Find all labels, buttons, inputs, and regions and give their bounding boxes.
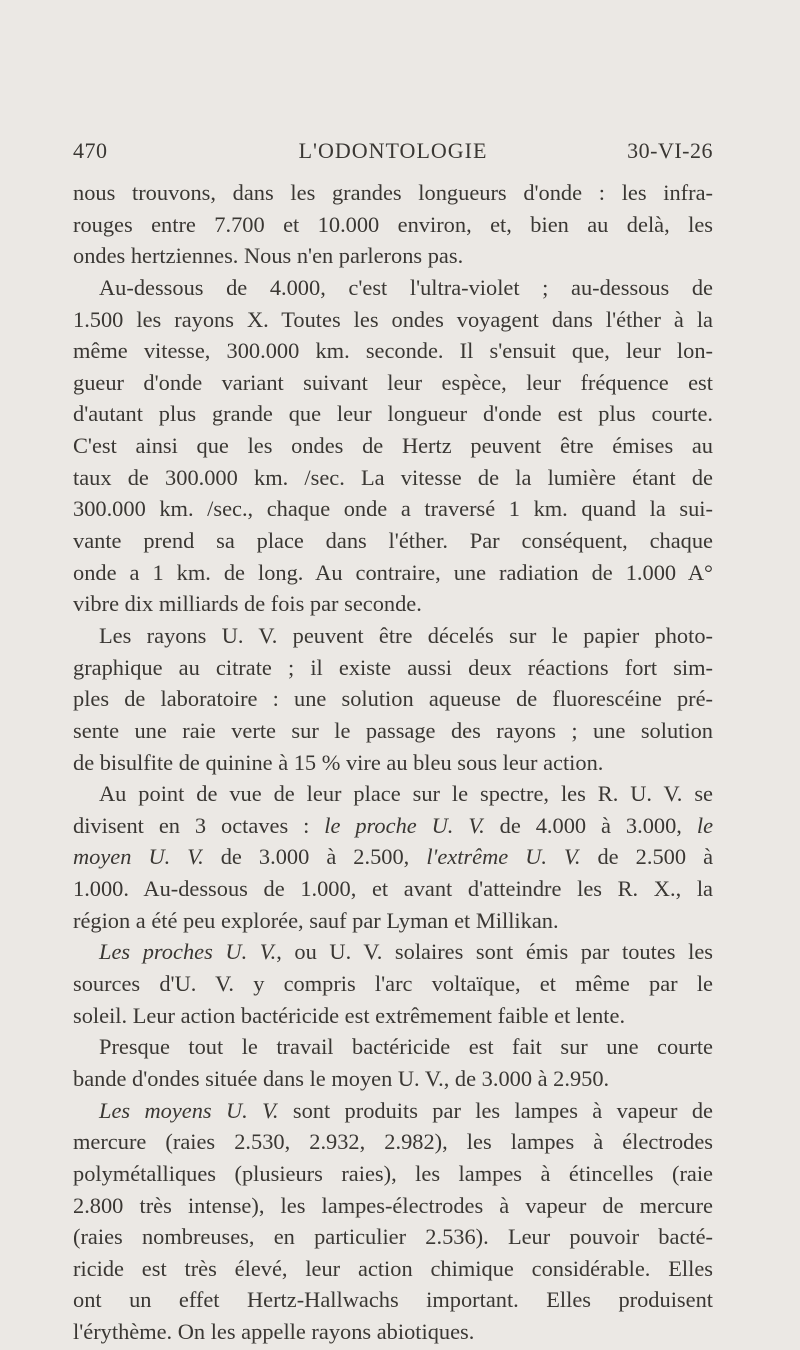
- text-line: ples de laboratoire : une solution aqueuse de fluorescéine pré-: [73, 686, 713, 712]
- text-line: mercure (raies 2.530, 2.932, 2.982), les lampes à électrodes: [73, 1129, 713, 1155]
- paragraph: [73, 936, 713, 1031]
- paragraph: [73, 620, 713, 778]
- text-line: Presque tout le travail bactéricide est fait sur une courte: [99, 1034, 713, 1060]
- paragraph: [73, 272, 713, 620]
- text-line: 2.800 très intense), les lampes-électrodes à vapeur de mercure: [73, 1192, 713, 1218]
- text-line: ondes hertziennes. Nous n'en parlerons pas.: [73, 243, 464, 269]
- text-line: 1.500 les rayons X. Toutes les ondes voyagent dans l'éther à la: [73, 306, 713, 332]
- text-line: nous trouvons, dans les grandes longueurs d'onde : les infra-: [73, 180, 713, 205]
- text-line: moyen U. V. de 3.000 à 2.500, l'extrême U. V. de 2.500 à: [73, 844, 714, 870]
- text-line: polymétalliques (plusieurs raies), les lampes à étincelles (raie: [73, 1160, 713, 1186]
- text-line: sources d'U. V. y compris l'arc voltaïque, et même par le: [73, 971, 713, 997]
- paragraph: [73, 1031, 713, 1094]
- text-line: 300.000 km. /sec., chaque onde a traversé 1 km. quand la sui-: [73, 496, 713, 522]
- text-line: divisent en 3 octaves : le proche U. V. de 4.000 à 3.000, le: [73, 812, 714, 838]
- text-line: même vitesse, 300.000 km. seconde. Il s'ensuit que, leur lon-: [73, 338, 713, 364]
- text-line: taux de 300.000 km. /sec. La vitesse de la lumière étant de: [73, 464, 713, 490]
- text-line: onde a 1 km. de long. Au contraire, une radiation de 1.000 A°: [73, 559, 713, 585]
- text-line: Les proches U. V., ou U. V. solaires sont émis par toutes les: [99, 939, 713, 965]
- text-line: l'érythème. On les appelle rayons abiotiques.: [73, 1319, 475, 1345]
- running-head: [73, 138, 713, 168]
- text-line: rouges entre 7.700 et 10.000 environ, et, bien au delà, les: [73, 211, 713, 237]
- text-line: gueur d'onde variant suivant leur espèce, leur fréquence est: [73, 369, 713, 395]
- text-line: 1.000. Au-dessous de 1.000, et avant d'atteindre les R. X., la: [73, 876, 713, 902]
- text-line: sente une raie verte sur le passage des rayons ; une solution: [73, 717, 713, 743]
- text-line: graphique au citrate ; il existe aussi deux réactions fort sim-: [73, 654, 713, 680]
- text-line: Les moyens U. V. sont produits par les lampes à vapeur de: [99, 1097, 713, 1123]
- text-line: de bisulfite de quinine à 15 % vire au bleu sous leur action.: [73, 749, 604, 775]
- text-line: Les rayons U. V. peuvent être décelés sur le papier photo-: [99, 622, 713, 648]
- text-line: (raies nombreuses, en particulier 2.536). Leur pouvoir bacté-: [73, 1224, 713, 1250]
- issue-date: 30-VI-26: [627, 138, 713, 163]
- text-line: vante prend sa place dans l'éther. Par conséquent, chaque: [73, 528, 713, 554]
- text-line: ont un effet Hertz-Hallwachs important. Elles produisent: [73, 1287, 713, 1313]
- text-line: d'autant plus grande que leur longueur d'onde est plus courte.: [73, 401, 713, 427]
- body-text: [73, 177, 713, 1348]
- journal-title: L'ODONTOLOGIE: [298, 138, 488, 163]
- paragraph: [73, 1095, 713, 1348]
- text-line: vibre dix milliards de fois par seconde.: [73, 591, 422, 617]
- text-line: C'est ainsi que les ondes de Hertz peuvent être émises au: [73, 433, 713, 459]
- paragraph: [73, 778, 713, 936]
- text-line: Au-dessous de 4.000, c'est l'ultra-violet ; au-dessous de: [99, 274, 713, 300]
- text-line: région a été peu explorée, sauf par Lyman et Millikan.: [73, 907, 559, 933]
- page-number: 470: [73, 138, 108, 163]
- paragraph: [73, 177, 713, 272]
- text-line: ricide est très élevé, leur action chimique considérable. Elles: [73, 1255, 713, 1281]
- text-line: soleil. Leur action bactéricide est extrêmement faible et lente.: [73, 1002, 626, 1028]
- text-line: Au point de vue de leur place sur le spectre, les R. U. V. se: [99, 781, 713, 807]
- text-line: bande d'ondes située dans le moyen U. V., de 3.000 à 2.950.: [73, 1065, 610, 1091]
